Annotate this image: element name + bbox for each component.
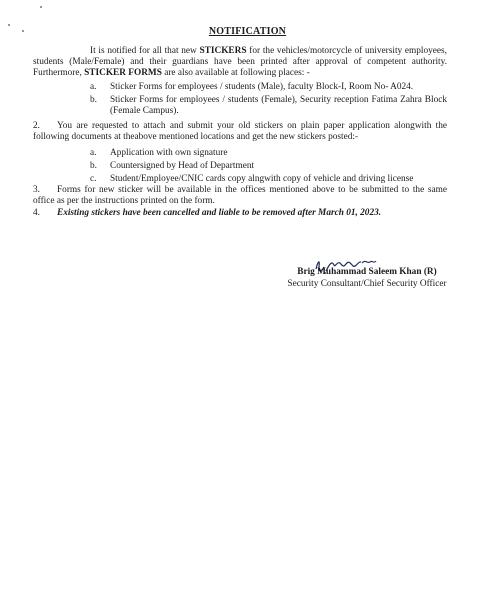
intro-paragraph xyxy=(33,46,447,80)
notification-body xyxy=(33,46,447,219)
paragraph-3 xyxy=(33,185,447,207)
signature-block xyxy=(282,267,452,290)
paragraph-text: You are requested to attach and submit your old stickers on plain paper application alongwith the following documents at theabove mentioned locations and get the new stickers posted:- xyxy=(33,121,447,143)
place-item xyxy=(33,95,447,117)
place-label: b. xyxy=(90,94,97,105)
place-text: Sticker Forms for employees / students (Male), faculty Block-I, Room No- A024. xyxy=(110,81,414,92)
document-item xyxy=(33,174,447,185)
scan-speck xyxy=(40,6,42,8)
document-label: b. xyxy=(90,160,97,171)
document-text: Student/Employee/CNIC cards copy alngwith copy of vehicle and driving license xyxy=(110,174,414,185)
notification-title: NOTIFICATION xyxy=(208,26,287,37)
intro-text: are also available at following places: - xyxy=(161,68,310,79)
paragraph-number: 4. xyxy=(33,207,40,218)
signatory-designation: Security Consultant/Chief Security Officer xyxy=(287,278,447,289)
document-label: a. xyxy=(90,147,97,158)
paragraph-number: 3. xyxy=(33,185,40,196)
intro-text: for the vehicles/motorcycle of university employees, students (Male/Female) and their guardians have been printed after approval of competent authority. Furthermore, xyxy=(33,46,447,79)
paragraph-text: Forms for new sticker will be available in the offices mentioned above to be submitted to the same office as per the instructions printed on the form. xyxy=(33,185,447,207)
document-item xyxy=(33,148,447,159)
paragraph-2 xyxy=(33,121,447,143)
document-text: Countersigned by Head of Department xyxy=(110,160,255,171)
signatory-name: Brig Muhammad Saleem Khan (R) xyxy=(297,267,437,277)
sticker-forms-emphasis: STICKER FORMS xyxy=(84,68,162,79)
document-item xyxy=(33,161,447,172)
paragraph-number: 2. xyxy=(33,121,40,132)
intro-text: It is notified for all that new xyxy=(90,46,200,56)
place-label: a. xyxy=(90,81,97,92)
paragraph-4 xyxy=(33,208,447,219)
document-label: c. xyxy=(90,174,97,185)
place-text: Sticker Forms for employees / students (Female), Security reception Fatima Zahra Block (Female Campus). xyxy=(110,94,447,117)
place-item xyxy=(33,82,447,93)
document-text: Application with own signature xyxy=(110,147,228,158)
paragraph-text: Existing stickers have been cancelled and liable to be removed after March 01, 2023. xyxy=(57,207,382,218)
stickers-emphasis: STICKERS xyxy=(199,46,247,56)
